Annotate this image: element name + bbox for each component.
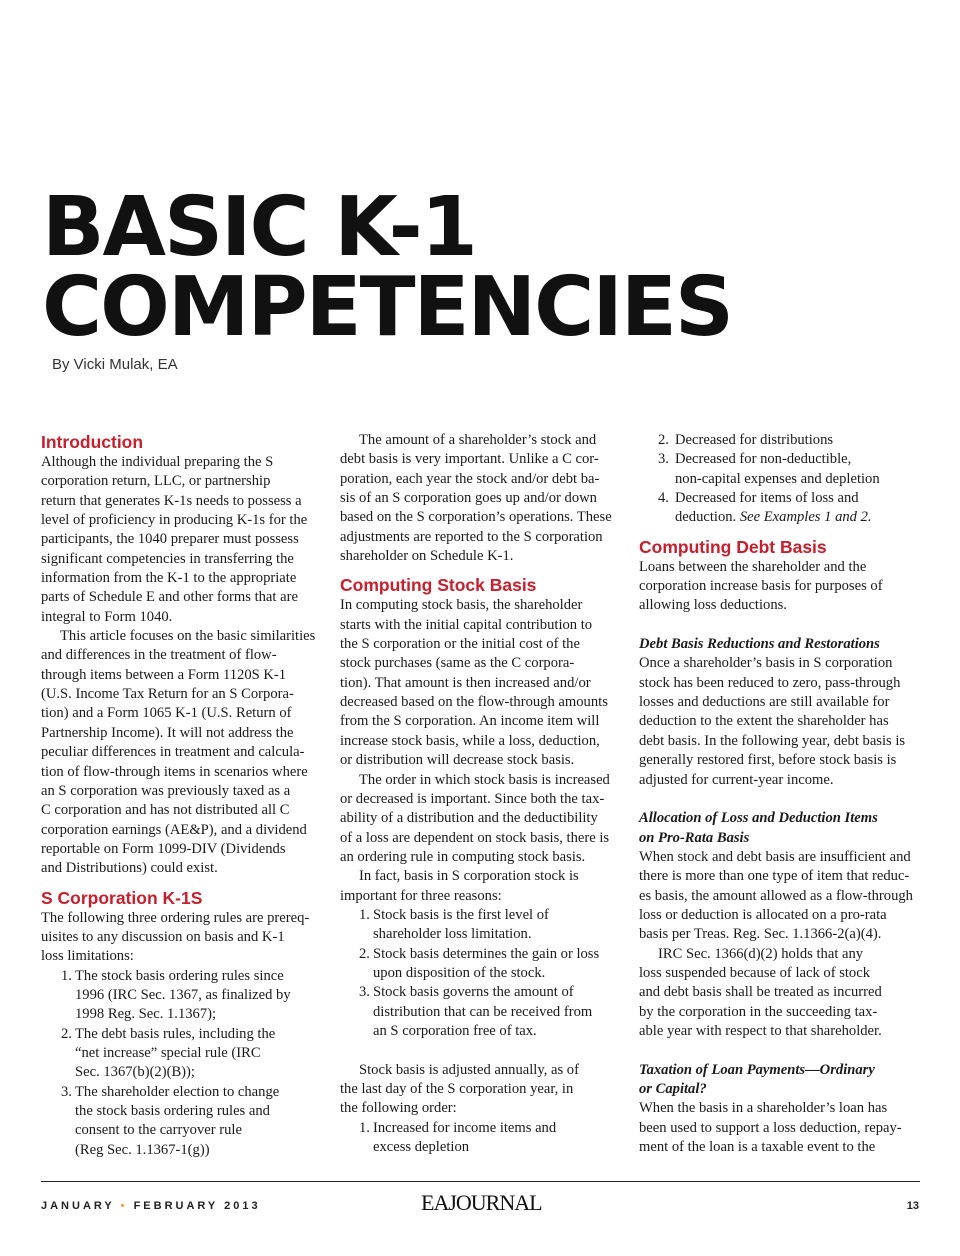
publication-logo: EAJOURNAL xyxy=(421,1190,542,1215)
text-line: shareholder on Schedule K-1. xyxy=(340,548,514,565)
text-line: or distribution will decrease stock basis. xyxy=(340,752,575,769)
text-line: poration, each year the stock and/or debt ba- xyxy=(340,470,600,487)
text-line: corporation earnings (AE&P), and a dividend xyxy=(41,821,307,838)
text-line: peculiar differences in treatment and calcula- xyxy=(41,744,305,761)
text-line: ability of a distribution and the deductibility xyxy=(340,810,598,827)
stock-paragraph-1 xyxy=(340,596,620,770)
list-item-line: The debt basis rules, including the xyxy=(75,1025,276,1042)
title-line-2: COMPETENCIES xyxy=(42,260,732,355)
text-line: significant competencies in transferring the xyxy=(41,550,294,567)
text-line: important for three reasons: xyxy=(340,887,502,904)
issue-date: JANUARY • FEBRUARY 2013 xyxy=(41,1200,261,1212)
allocation-paragraph-1 xyxy=(639,848,919,945)
text-line: stock purchases (same as the C corpora- xyxy=(340,655,575,672)
text-line: parts of Schedule E and other forms that are xyxy=(41,589,298,606)
text-line: When the basis in a shareholder’s loan has xyxy=(639,1100,888,1117)
list-item-line: Stock basis governs the amount of xyxy=(373,984,574,1001)
list-item-line: 1998 Reg. Sec. 1.1367); xyxy=(75,1006,217,1023)
text-line: tion of flow-through items in scenarios where xyxy=(41,763,308,780)
intro-paragraph-2 xyxy=(41,627,331,878)
text-line: an ordering rule in computing stock basis. xyxy=(340,848,586,865)
list-item-line: Sec. 1367(b)(2)(B)); xyxy=(75,1064,195,1081)
byline: By Vicki Mulak, EA xyxy=(52,356,178,373)
list-item xyxy=(340,983,620,1041)
text-line: from the S corporation. An income item will xyxy=(340,713,600,730)
text-line: In fact, basis in S corporation stock is xyxy=(359,868,579,885)
list-item xyxy=(639,489,919,508)
list-item-line: Stock basis determines the gain or loss xyxy=(373,945,600,962)
title-k1: K-1 xyxy=(334,180,476,275)
text-line: level of proficiency in producing K-1s for the xyxy=(41,512,308,529)
list-item-line: The stock basis ordering rules since xyxy=(75,967,284,984)
footer-rule xyxy=(41,1181,920,1182)
text-line: Once a shareholder’s basis in S corporation xyxy=(639,655,893,672)
stock-paragraph-2 xyxy=(340,771,620,868)
text-line: and debt basis shall be treated as incurred xyxy=(639,984,882,1001)
text-line: the last day of the S corporation year, in xyxy=(340,1081,574,1097)
text-line: debt basis is very important. Unlike a C cor- xyxy=(340,451,599,468)
list-item-line: The shareholder election to change xyxy=(75,1083,280,1100)
column-2 xyxy=(340,431,620,1157)
text-line: ment of the loan is a taxable event to the xyxy=(639,1139,876,1156)
list-number: 3. xyxy=(359,984,370,1001)
reductions-paragraph xyxy=(639,654,919,789)
heading-computing-stock-basis: Computing Stock Basis xyxy=(340,575,537,596)
text-line: tion) and a Form 1065 K-1 (U.S. Return of xyxy=(41,705,292,722)
list-item-line: Increased for income items and xyxy=(373,1119,557,1136)
text-line: decreased based on the flow-through amounts xyxy=(340,694,608,711)
list-item-line: distribution that can be received from xyxy=(373,1003,593,1020)
text-line: basis per Treas. Reg. Sec. 1.1366-2(a)(4). xyxy=(639,926,882,943)
heading-s-corporation-k1s: S Corporation K-1S xyxy=(41,887,203,908)
subheading-allocation xyxy=(639,809,919,848)
text-line: C corporation and has not distributed all C xyxy=(41,802,290,819)
list-item-line: Stock basis is the first level of xyxy=(373,906,549,923)
debt-paragraph xyxy=(639,558,919,616)
list-number: 2. xyxy=(658,432,669,448)
text-line: Partnership Income). It will not address the xyxy=(41,724,294,741)
text-line: uisites to any discussion on basis and K-1 xyxy=(41,928,285,945)
text-line: return that generates K-1s needs to possess a xyxy=(41,492,302,509)
list-item xyxy=(340,945,620,984)
list-item-line: 1996 (IRC Sec. 1367, as finalized by xyxy=(75,986,291,1003)
text-line: or Capital? xyxy=(639,1081,707,1097)
text-line: Allocation of Loss and Deduction Items xyxy=(639,810,878,827)
text-line: adjusted for current-year income. xyxy=(639,771,834,788)
text-line: and differences in the treatment of flow- xyxy=(41,647,277,664)
text-line: through items between a Form 1120S K-1 xyxy=(41,666,287,683)
text-line: Although the individual preparing the S xyxy=(41,454,274,470)
text-line: increase stock basis, while a loss, deduction, xyxy=(340,732,600,749)
text-line: deduction to the extent the shareholder has xyxy=(639,713,889,730)
text-line: IRC Sec. 1366(d)(2) holds that any xyxy=(658,945,864,962)
text-line: able year with respect to that shareholder. xyxy=(639,1022,882,1039)
list-item-line: the stock basis ordering rules and xyxy=(75,1103,270,1119)
text-line: Stock basis is adjusted annually, as of xyxy=(359,1061,579,1078)
text-line: sis of an S corporation goes up and/or down xyxy=(340,490,597,507)
text-line: debt basis. In the following year, debt basis is xyxy=(639,732,906,749)
text-line: The following three ordering rules are prereq- xyxy=(41,909,310,926)
column-1 xyxy=(41,431,331,1160)
text-line: participants, the 1040 preparer must possess xyxy=(41,531,299,548)
list-item xyxy=(41,1025,331,1083)
list-item xyxy=(340,906,620,945)
list-number: 4. xyxy=(658,490,669,507)
order-list-start xyxy=(340,1119,620,1158)
text-line: reportable on Form 1099-DIV (Dividends xyxy=(41,840,286,857)
text-line: generally restored first, before stock basis is xyxy=(639,752,897,769)
subheading-taxation-of-loan-payments xyxy=(639,1061,919,1100)
column-3 xyxy=(639,431,919,1157)
text-line: on Pro-Rata Basis xyxy=(639,829,750,846)
list-item xyxy=(340,1119,620,1158)
list-item xyxy=(41,967,331,1025)
text-line: loss limitations: xyxy=(41,948,134,965)
list-item-line: upon disposition of the stock. xyxy=(373,964,546,981)
list-number: 2. xyxy=(61,1025,72,1042)
list-item-line: excess depletion xyxy=(373,1139,470,1156)
page-number: 13 xyxy=(906,1200,919,1212)
list-item-line: Decreased for items of loss and xyxy=(675,490,859,507)
title-line-1 xyxy=(42,180,732,275)
text-line: information from the K-1 to the appropriate xyxy=(41,570,297,587)
text-line: or decreased is important. Since both the tax- xyxy=(340,790,605,807)
separator-dot: • xyxy=(120,1200,128,1212)
list-item-line: (Reg Sec. 1.1367-1(g)) xyxy=(75,1141,210,1158)
text-line: es basis, the amount allowed as a flow-through xyxy=(639,887,913,904)
text-line: the following order: xyxy=(340,1100,457,1117)
text-line: integral to Form 1040. xyxy=(41,608,173,625)
text-line: The order in which stock basis is increased xyxy=(359,771,610,788)
text-line: loss or deduction is allocated on a pro-rata xyxy=(639,906,887,923)
text-line: starts with the initial capital contribution to xyxy=(340,616,593,633)
text-line: been used to support a loss deduction, repay- xyxy=(639,1119,902,1136)
order-list-continued xyxy=(639,431,919,508)
text-line: In computing stock basis, the shareholder xyxy=(340,597,583,614)
list-item-line: Decreased for distributions xyxy=(675,432,834,448)
text-line: based on the S corporation’s operations. These xyxy=(340,509,612,526)
list-item xyxy=(639,450,919,489)
article-title xyxy=(42,180,732,355)
reasons-list xyxy=(340,906,620,1041)
text-line: the S corporation or the initial cost of the xyxy=(340,636,580,653)
text-line: losses and deductions are still available for xyxy=(639,694,890,711)
list-item-line: Decreased for non-deductible, xyxy=(675,451,852,468)
stock-paragraph-4 xyxy=(340,1061,620,1119)
stock-paragraph-3 xyxy=(340,867,620,906)
subheading-debt-basis-reductions: Debt Basis Reductions and Restorations xyxy=(639,636,880,653)
list-item-line: shareholder loss limitation. xyxy=(373,926,532,943)
see-examples-note: See Examples 1 and 2. xyxy=(736,509,872,526)
text-line: by the corporation in the succeeding tax- xyxy=(639,1003,878,1020)
intro-paragraph-1 xyxy=(41,453,331,627)
list-number: 1. xyxy=(359,1119,370,1136)
text-line: of a loss are dependent on stock basis, there is xyxy=(340,829,610,846)
ordering-rules-list xyxy=(41,967,331,1160)
text-line: When stock and debt basis are insufficient and xyxy=(639,848,911,865)
scorp-paragraph-1 xyxy=(41,909,331,967)
list-item-line: an S corporation free of tax. xyxy=(373,1022,537,1039)
text-line: and Distributions) could exist. xyxy=(41,860,218,877)
taxation-paragraph xyxy=(639,1099,919,1157)
text-line: corporation return, LLC, or partnership xyxy=(41,473,271,490)
text-line: tion). That amount is then increased and/or xyxy=(340,674,591,691)
text-line: This article focuses on the basic similarities xyxy=(60,628,316,645)
text-line: corporation increase basis for purposes of xyxy=(639,578,883,595)
text-line: allowing loss deductions. xyxy=(639,597,787,614)
text-line: adjustments are reported to the S corporation xyxy=(340,528,603,545)
list-item-line: “net increase” special rule (IRC xyxy=(75,1044,261,1061)
text-line: stock has been reduced to zero, pass-through xyxy=(639,674,901,691)
heading-computing-debt-basis: Computing Debt Basis xyxy=(639,536,827,557)
allocation-paragraph-2 xyxy=(639,945,919,1042)
text-line: Loans between the shareholder and the xyxy=(639,558,867,575)
list-number: 3. xyxy=(61,1083,72,1100)
text-line: an S corporation was previously taxed as a xyxy=(41,782,291,799)
list-number: 1. xyxy=(61,967,72,984)
text-line: there is more than one type of item that reduc- xyxy=(639,868,910,885)
text-line: The amount of a shareholder’s stock and xyxy=(359,432,597,448)
heading-introduction: Introduction xyxy=(41,432,144,452)
text-line: (U.S. Income Tax Return for an S Corpora- xyxy=(41,686,294,703)
list-number: 2. xyxy=(359,945,370,962)
list-item xyxy=(41,1083,331,1160)
text-line: loss suspended because of lack of stock xyxy=(639,964,871,981)
order-list-last-line: deduction. See Examples 1 and 2. xyxy=(675,509,872,526)
list-number: 3. xyxy=(658,451,669,468)
list-item xyxy=(639,431,919,450)
basis-paragraph xyxy=(340,431,620,566)
list-number: 1. xyxy=(359,906,370,923)
title-basic: BASIC xyxy=(42,180,335,275)
list-item-line: consent to the carryover rule xyxy=(75,1122,242,1139)
text-line: Taxation of Loan Payments—Ordinary xyxy=(639,1061,875,1078)
list-item-line: non-capital expenses and depletion xyxy=(675,470,880,487)
